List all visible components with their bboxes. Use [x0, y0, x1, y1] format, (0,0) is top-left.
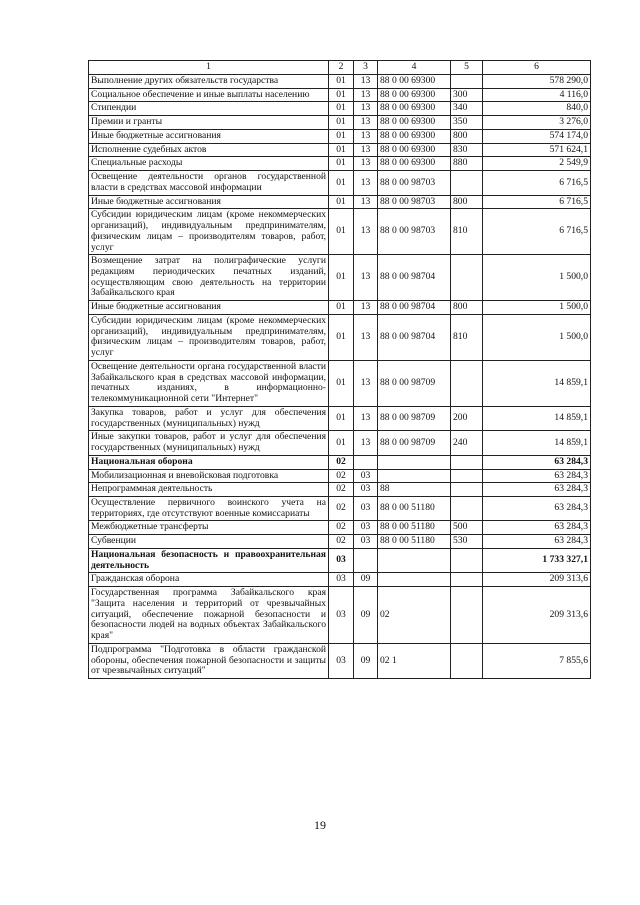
row-section: 01 [329, 157, 354, 171]
row-section: 02 [329, 469, 354, 483]
row-amount: 63 284,3 [483, 469, 591, 483]
row-target-article: 88 0 00 98703 [378, 171, 451, 195]
row-section: 01 [329, 301, 354, 315]
row-name: Национальная безопасность и правоохранительная деятельность [89, 548, 329, 572]
table-row [89, 469, 591, 483]
row-subsection: 13 [354, 75, 378, 89]
row-name: Выполнение других обязательств государства [89, 75, 329, 89]
table-row [89, 255, 591, 301]
col-header-section: 2 [329, 61, 354, 75]
table-row [89, 496, 591, 520]
row-amount: 6 716,5 [483, 195, 591, 209]
row-target-article: 88 0 00 98709 [378, 431, 451, 455]
budget-table-body [89, 61, 591, 679]
table-row [89, 116, 591, 130]
row-target-article: 02 1 [378, 643, 451, 678]
row-section: 01 [329, 406, 354, 430]
row-target-article: 88 0 00 51180 [378, 496, 451, 520]
row-expense-type: 830 [451, 143, 483, 157]
row-amount: 63 284,3 [483, 496, 591, 520]
row-expense-type [451, 573, 483, 587]
row-target-article: 88 0 00 98704 [378, 314, 451, 360]
row-expense-type [451, 360, 483, 406]
row-section: 01 [329, 88, 354, 102]
row-expense-type: 800 [451, 195, 483, 209]
row-subsection: 09 [354, 587, 378, 644]
row-expense-type: 500 [451, 521, 483, 535]
row-target-article: 88 0 00 98704 [378, 301, 451, 315]
table-row [89, 195, 591, 209]
row-name: Мобилизационная и вневойсковая подготовка [89, 469, 329, 483]
table-row [89, 643, 591, 678]
row-name: Закупка товаров, работ и услуг для обеспечения государственных (муниципальных) нужд [89, 406, 329, 430]
row-name: Субсидии юридическим лицам (кроме некоммерческих организаций), индивидуальным предпринимателям, физическим лицам – производителям товаров, работ, услуг [89, 209, 329, 255]
table-row [89, 573, 591, 587]
row-subsection: 09 [354, 573, 378, 587]
table-row [89, 301, 591, 315]
row-target-article: 88 [378, 483, 451, 497]
row-amount: 63 284,3 [483, 455, 591, 469]
page-number: 19 [314, 818, 326, 832]
table-row [89, 431, 591, 455]
row-amount: 1 500,0 [483, 314, 591, 360]
table-row [89, 143, 591, 157]
row-name: Государственная программа Забайкальского края "Защита населения и территорий от чрезвычайных ситуаций, обеспечение пожарной безопасности и безопасности людей на водных объектах Забайкальского края" [89, 587, 329, 644]
row-amount: 209 313,6 [483, 587, 591, 644]
row-target-article: 88 0 00 69300 [378, 88, 451, 102]
row-expense-type: 340 [451, 102, 483, 116]
table-row [89, 171, 591, 195]
row-subsection: 13 [354, 431, 378, 455]
row-section: 01 [329, 195, 354, 209]
row-subsection [354, 455, 378, 469]
row-name: Иные закупки товаров, работ и услуг для обеспечения государственных (муниципальных) нужд [89, 431, 329, 455]
row-amount: 1 733 327,1 [483, 548, 591, 572]
table-row [89, 483, 591, 497]
row-section: 01 [329, 75, 354, 89]
row-expense-type: 240 [451, 431, 483, 455]
row-name: Иные бюджетные ассигнования [89, 301, 329, 315]
row-subsection: 13 [354, 301, 378, 315]
row-section: 02 [329, 455, 354, 469]
row-subsection: 13 [354, 116, 378, 130]
row-target-article: 88 0 00 69300 [378, 116, 451, 130]
row-subsection: 13 [354, 171, 378, 195]
row-name: Иные бюджетные ассигнования [89, 129, 329, 143]
row-subsection: 13 [354, 255, 378, 301]
row-subsection: 13 [354, 209, 378, 255]
col-header-target-article: 4 [378, 61, 451, 75]
row-amount: 578 290,0 [483, 75, 591, 89]
table-row [89, 157, 591, 171]
row-section: 01 [329, 102, 354, 116]
row-target-article: 88 0 00 98709 [378, 406, 451, 430]
col-header-name: 1 [89, 61, 329, 75]
row-subsection: 03 [354, 469, 378, 483]
table-row [89, 455, 591, 469]
column-number-row [89, 61, 591, 75]
row-amount: 6 716,5 [483, 209, 591, 255]
row-amount: 571 624,1 [483, 143, 591, 157]
row-subsection: 13 [354, 88, 378, 102]
row-target-article: 88 0 00 69300 [378, 102, 451, 116]
col-header-subsection: 3 [354, 61, 378, 75]
table-row [89, 521, 591, 535]
row-expense-type [451, 75, 483, 89]
row-name: Социальное обеспечение и иные выплаты населению [89, 88, 329, 102]
row-name: Освещение деятельности органов государственной власти в средствах массовой информации [89, 171, 329, 195]
row-expense-type: 530 [451, 535, 483, 549]
row-expense-type: 800 [451, 129, 483, 143]
row-name: Освещение деятельности органа государственной власти Забайкальского края в средствах массовой информации, печатных изданиях, в информационно-телекоммуникационной сети "Интернет" [89, 360, 329, 406]
row-subsection: 03 [354, 535, 378, 549]
row-expense-type [451, 483, 483, 497]
row-expense-type [451, 171, 483, 195]
row-target-article [378, 548, 451, 572]
row-expense-type: 810 [451, 314, 483, 360]
row-expense-type [451, 643, 483, 678]
row-name: Национальная оборона [89, 455, 329, 469]
table-row [89, 535, 591, 549]
row-expense-type [451, 548, 483, 572]
row-expense-type: 800 [451, 301, 483, 315]
table-row [89, 314, 591, 360]
row-section: 01 [329, 209, 354, 255]
row-target-article: 88 0 00 51180 [378, 535, 451, 549]
row-section: 02 [329, 521, 354, 535]
row-expense-type [451, 587, 483, 644]
row-subsection: 13 [354, 195, 378, 209]
row-amount: 6 716,5 [483, 171, 591, 195]
row-target-article [378, 469, 451, 483]
row-expense-type [451, 455, 483, 469]
row-section: 03 [329, 573, 354, 587]
row-name: Субсидии юридическим лицам (кроме некоммерческих организаций), индивидуальным предпринимателям, физическим лицам – производителям товаров, работ, услуг [89, 314, 329, 360]
row-target-article: 02 [378, 587, 451, 644]
row-target-article: 88 0 00 69300 [378, 129, 451, 143]
table-row [89, 75, 591, 89]
row-name: Гражданская оборона [89, 573, 329, 587]
row-name: Непрограммная деятельность [89, 483, 329, 497]
col-header-expense-type: 5 [451, 61, 483, 75]
row-section: 02 [329, 483, 354, 497]
row-subsection: 03 [354, 496, 378, 520]
row-expense-type: 810 [451, 209, 483, 255]
row-subsection: 13 [354, 406, 378, 430]
row-section: 01 [329, 116, 354, 130]
row-amount: 63 284,3 [483, 521, 591, 535]
row-expense-type [451, 496, 483, 520]
row-subsection: 13 [354, 102, 378, 116]
row-section: 03 [329, 587, 354, 644]
row-section: 01 [329, 360, 354, 406]
row-name: Премии и гранты [89, 116, 329, 130]
row-amount: 63 284,3 [483, 483, 591, 497]
row-name: Субвенции [89, 535, 329, 549]
row-amount: 1 500,0 [483, 301, 591, 315]
row-amount: 2 549,9 [483, 157, 591, 171]
row-section: 01 [329, 143, 354, 157]
row-target-article: 88 0 00 51180 [378, 521, 451, 535]
row-amount: 14 859,1 [483, 431, 591, 455]
row-amount: 14 859,1 [483, 406, 591, 430]
row-target-article: 88 0 00 69300 [378, 157, 451, 171]
row-amount: 1 500,0 [483, 255, 591, 301]
row-target-article [378, 455, 451, 469]
row-name: Исполнение судебных актов [89, 143, 329, 157]
row-name: Стипендии [89, 102, 329, 116]
table-row [89, 129, 591, 143]
row-amount: 63 284,3 [483, 535, 591, 549]
row-amount: 14 859,1 [483, 360, 591, 406]
row-expense-type: 350 [451, 116, 483, 130]
row-subsection: 13 [354, 143, 378, 157]
row-subsection: 13 [354, 314, 378, 360]
row-name: Иные бюджетные ассигнования [89, 195, 329, 209]
row-amount: 7 855,6 [483, 643, 591, 678]
row-expense-type: 200 [451, 406, 483, 430]
row-section: 02 [329, 496, 354, 520]
row-expense-type [451, 255, 483, 301]
col-header-amount: 6 [483, 61, 591, 75]
row-subsection: 03 [354, 483, 378, 497]
row-amount: 574 174,0 [483, 129, 591, 143]
row-subsection: 03 [354, 521, 378, 535]
budget-table [88, 60, 591, 679]
row-expense-type: 880 [451, 157, 483, 171]
row-target-article: 88 0 00 98709 [378, 360, 451, 406]
row-section: 01 [329, 431, 354, 455]
row-name: Межбюджетные трансферты [89, 521, 329, 535]
table-row [89, 548, 591, 572]
row-subsection: 09 [354, 643, 378, 678]
row-section: 01 [329, 171, 354, 195]
row-section: 01 [329, 255, 354, 301]
row-subsection: 13 [354, 129, 378, 143]
row-section: 03 [329, 548, 354, 572]
row-amount: 3 276,0 [483, 116, 591, 130]
table-row [89, 360, 591, 406]
table-row [89, 209, 591, 255]
table-row [89, 587, 591, 644]
table-row [89, 406, 591, 430]
row-name: Осуществление первичного воинского учета на территориях, где отсутствуют военные комиссариаты [89, 496, 329, 520]
row-target-article [378, 573, 451, 587]
row-section: 01 [329, 129, 354, 143]
row-amount: 4 116,0 [483, 88, 591, 102]
row-amount: 840,0 [483, 102, 591, 116]
row-name: Возмещение затрат на полиграфические услуги редакциям периодических печатных изданий, осуществляющим свою деятельность на территории Забайкальского края [89, 255, 329, 301]
row-target-article: 88 0 00 98704 [378, 255, 451, 301]
table-row [89, 102, 591, 116]
table-row [89, 88, 591, 102]
row-target-article: 88 0 00 98703 [378, 209, 451, 255]
row-expense-type [451, 469, 483, 483]
row-subsection: 13 [354, 157, 378, 171]
row-target-article: 88 0 00 98703 [378, 195, 451, 209]
row-expense-type: 300 [451, 88, 483, 102]
row-section: 02 [329, 535, 354, 549]
row-name: Специальные расходы [89, 157, 329, 171]
row-target-article: 88 0 00 69300 [378, 143, 451, 157]
row-subsection: 13 [354, 360, 378, 406]
row-section: 01 [329, 314, 354, 360]
row-target-article: 88 0 00 69300 [378, 75, 451, 89]
row-amount: 209 313,6 [483, 573, 591, 587]
row-subsection [354, 548, 378, 572]
row-section: 03 [329, 643, 354, 678]
row-name: Подпрограмма "Подготовка в области гражданской обороны, обеспечения пожарной безопасности и защиты от чрезвычайных ситуаций" [89, 643, 329, 678]
